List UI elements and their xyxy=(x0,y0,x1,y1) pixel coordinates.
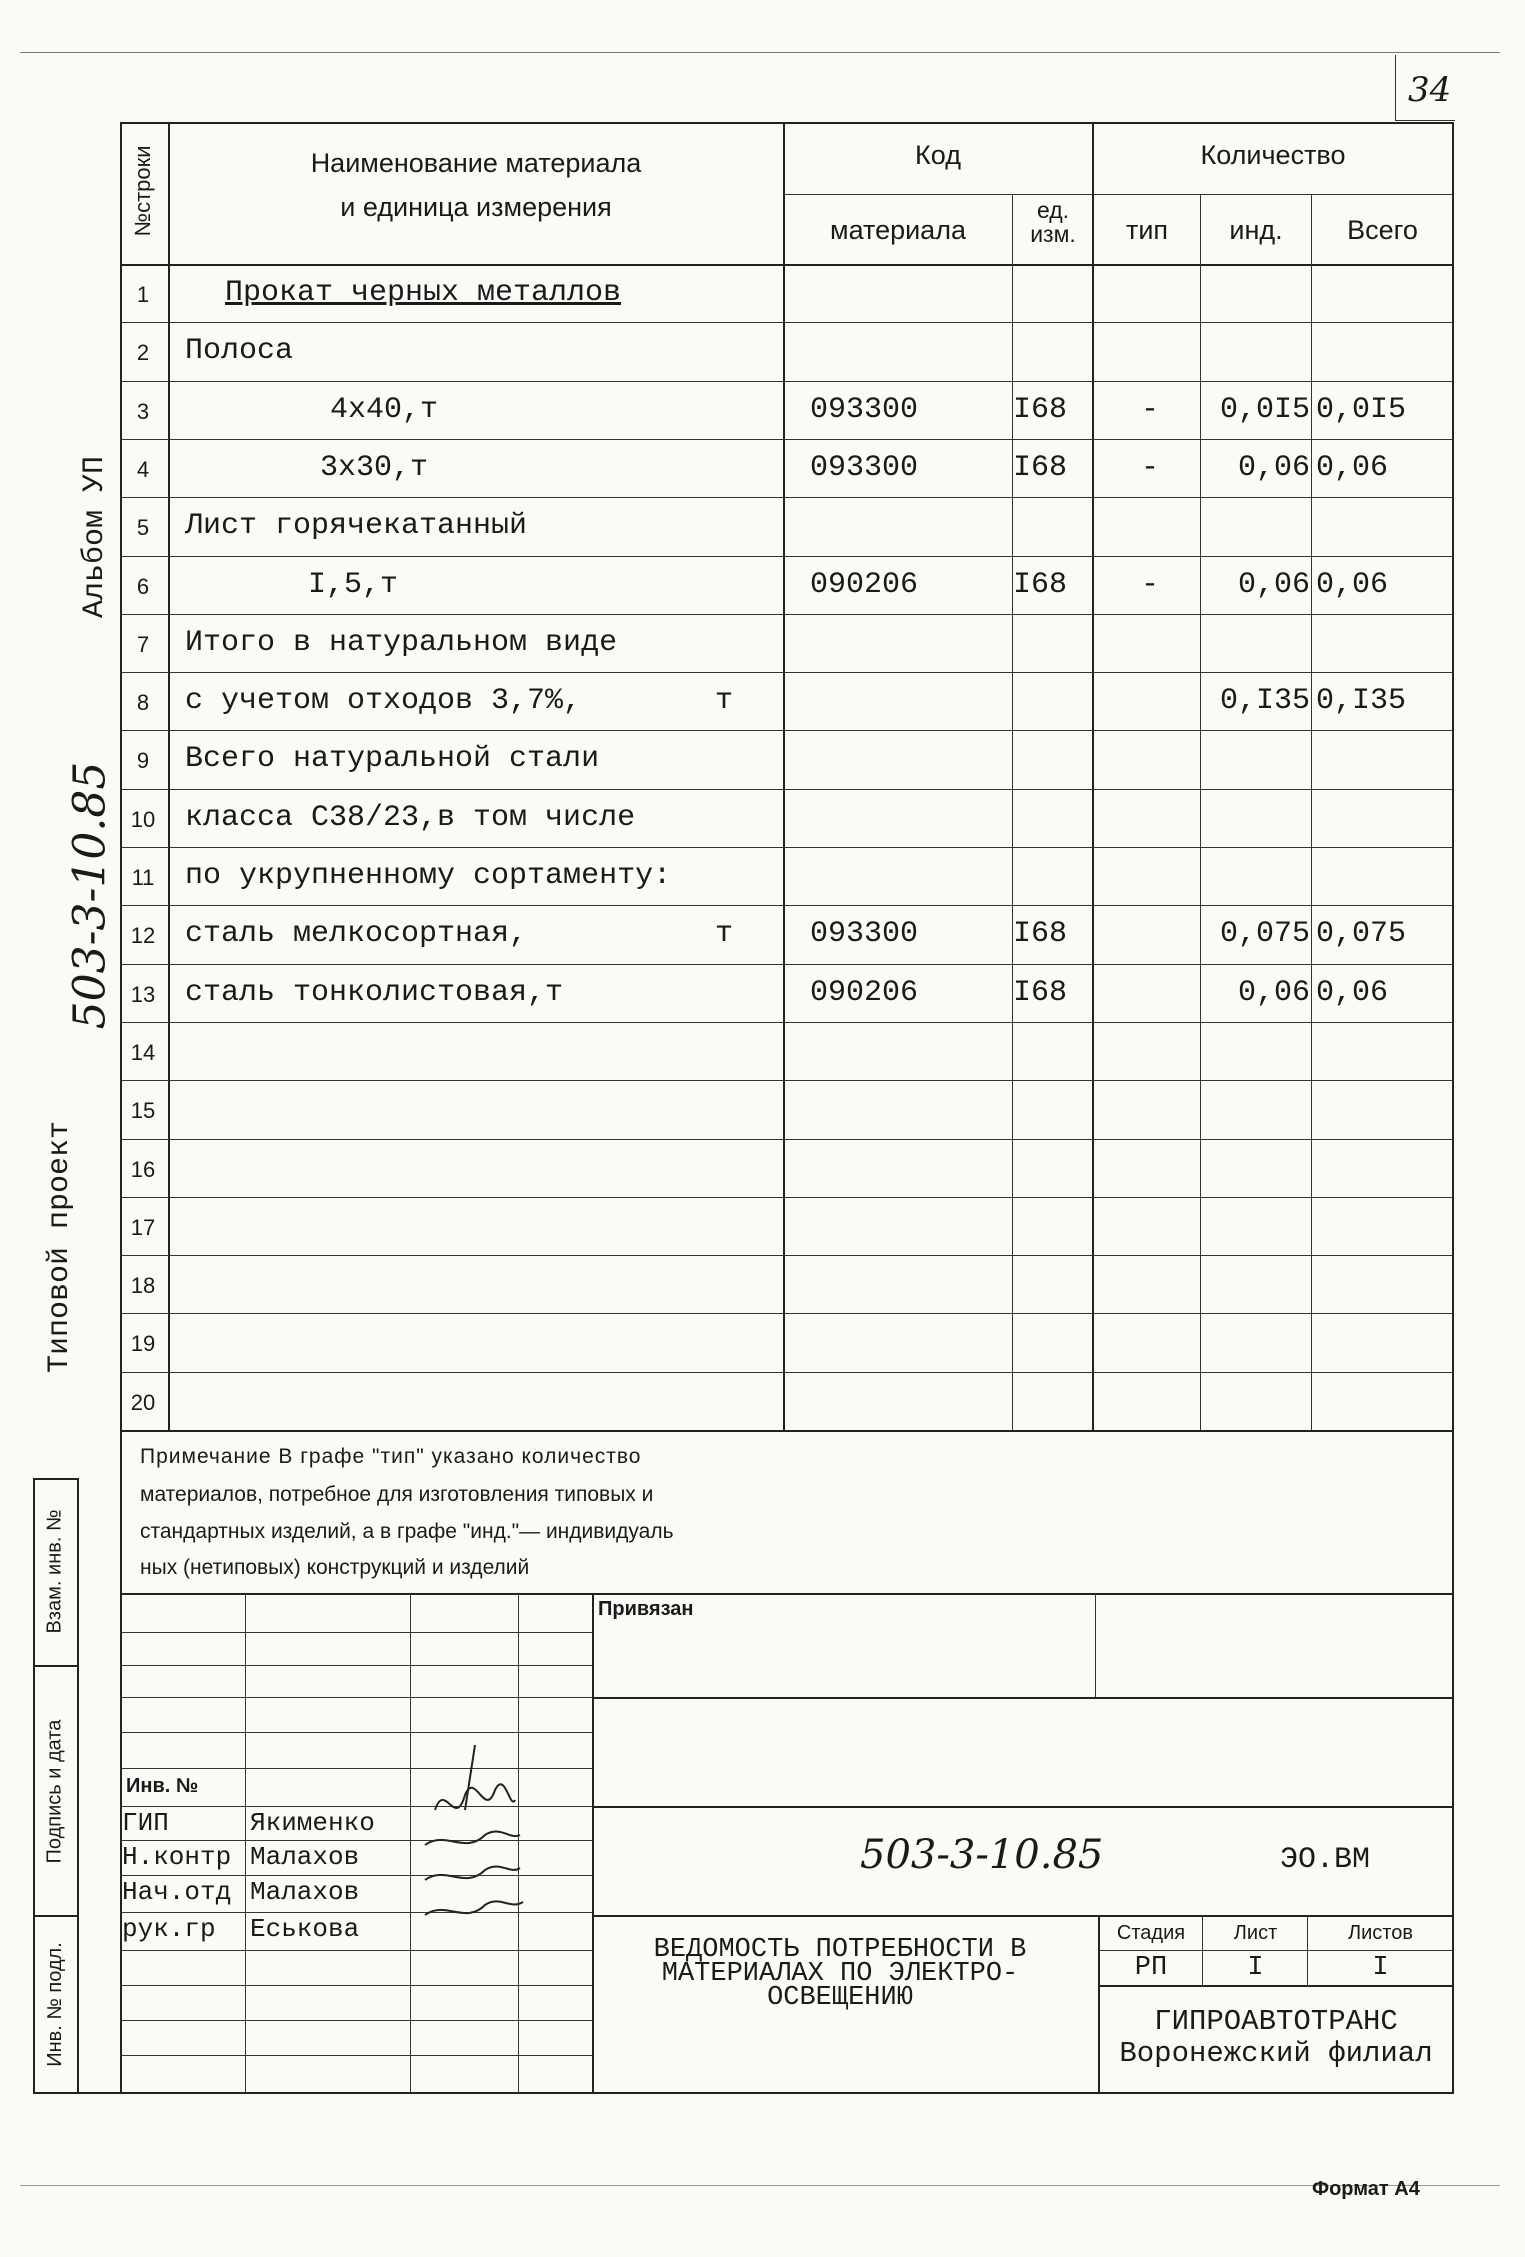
margin-bottom xyxy=(33,2092,79,2094)
row-number: 7 xyxy=(136,631,150,657)
note-line3: стандартных изделий, а в графе "инд."— индивидуаль xyxy=(140,1520,674,1543)
top-border xyxy=(20,52,1500,53)
stamp-row-line xyxy=(120,1732,592,1733)
note-line1: Примечание В графе "тип" указано количество xyxy=(140,1445,642,1468)
stamp-row-line xyxy=(120,1950,592,1951)
note-line2: материалов, потребное для изготовления типовых и xyxy=(140,1483,654,1506)
margin-inv-podl-label: Инв. № подл. xyxy=(44,1942,66,2067)
row-material-code: 090206 xyxy=(810,567,919,602)
row-qty-total: 0,I35 xyxy=(1316,684,1407,719)
frame-right xyxy=(1452,122,1454,2094)
stamp-title-line1: ВЕДОМОСТЬ ПОТРЕБНОСТИ В xyxy=(653,1935,1027,1965)
margin-left-edge xyxy=(33,1478,35,2093)
stamp-stage-value: РП xyxy=(1134,1953,1168,1983)
row-number: 1 xyxy=(136,282,150,307)
row-divider xyxy=(120,789,1453,790)
bottom-border xyxy=(20,2185,1500,2186)
row-unit-code: I68 xyxy=(1013,392,1068,427)
row-material-name: Полоса xyxy=(185,334,294,369)
row-divider xyxy=(120,1313,1453,1314)
stamp-title-mid xyxy=(592,1915,1454,1917)
frame-bottom xyxy=(77,2092,1454,2094)
row-unit-code: I68 xyxy=(1013,450,1068,485)
stamp-person-name: Еськова xyxy=(250,1914,360,1944)
row-divider xyxy=(120,847,1453,848)
row-unit-code: I68 xyxy=(1013,975,1068,1010)
format-label: Формат А4 xyxy=(1312,2178,1420,2200)
row-divider xyxy=(120,614,1453,615)
stamp-privyazan-divider xyxy=(1095,1593,1096,1697)
stamp-org-line2: Воронежский филиал xyxy=(1119,2037,1433,2070)
row-qty-tip: - xyxy=(1140,567,1159,602)
page-number-box-divider xyxy=(1395,55,1396,120)
stamp-sheet-value: I xyxy=(1247,1953,1264,1983)
margin-podpis-label: Подпись и дата xyxy=(43,1719,66,1864)
col-line-name xyxy=(783,122,785,1432)
stamp-row-line xyxy=(120,2020,592,2021)
margin-vzam-label: Взам. инв. № xyxy=(43,1509,66,1634)
row-qty-total: 0,075 xyxy=(1316,917,1407,952)
row-qty-ind: 0,06 xyxy=(1237,450,1310,485)
row-qty-ind: 0,I35 xyxy=(1219,684,1310,719)
row-material-name-unit: т xyxy=(715,684,734,719)
stamp-row-line xyxy=(120,1697,592,1698)
stamp-role: рук.гр xyxy=(122,1914,216,1944)
row-divider xyxy=(120,905,1453,906)
row-number: 18 xyxy=(130,1273,156,1299)
stamp-title-line2: МАТЕРИАЛАХ ПО ЭЛЕКТРО- xyxy=(661,1959,1019,1989)
row-qty-ind: 0,06 xyxy=(1237,567,1310,602)
margin-inner-edge xyxy=(77,1478,79,2093)
row-number: 13 xyxy=(130,981,156,1007)
stamp-person-name: Якименко xyxy=(250,1808,375,1838)
stamp-sheets-value: I xyxy=(1372,1953,1389,1983)
page-number-box-bottom xyxy=(1395,120,1455,121)
header-bottom-line xyxy=(120,264,1454,266)
frame-top xyxy=(120,122,1454,124)
header-code-material: материала xyxy=(830,215,966,245)
signature-scribbles xyxy=(415,1740,525,1930)
row-number: 17 xyxy=(130,1214,156,1240)
stamp-col-role xyxy=(245,1593,246,2093)
row-divider xyxy=(120,1080,1453,1081)
stamp-doc-mark: ЭО.ВМ xyxy=(1280,1843,1371,1877)
stamp-person-name: Малахов xyxy=(250,1877,360,1907)
row-number: 4 xyxy=(136,456,150,482)
stamp-stage-col1 xyxy=(1202,1915,1203,1985)
row-divider xyxy=(120,672,1453,673)
side-typical-project-label: Типовой проект xyxy=(43,1120,77,1374)
row-divider xyxy=(120,556,1453,557)
row-material-code: 093300 xyxy=(810,392,919,427)
header-row-number: №строки xyxy=(130,145,155,237)
row-number: 20 xyxy=(130,1389,156,1415)
row-number: 8 xyxy=(136,690,150,716)
stamp-role: Н.контр xyxy=(122,1842,232,1872)
stamp-top-line xyxy=(120,1593,1454,1595)
header-name-line1: Наименование материала xyxy=(310,148,642,178)
row-divider xyxy=(120,1139,1453,1140)
row-material-name: 3х30,т xyxy=(320,450,429,485)
stamp-stage-header-line xyxy=(1098,1950,1453,1951)
row-material-name: Итого в натуральном виде xyxy=(185,625,618,660)
row-unit-code: I68 xyxy=(1013,567,1068,602)
stamp-privyazan: Привязан xyxy=(598,1598,694,1620)
row-number: 3 xyxy=(136,398,150,424)
header-code-unit: ед. изм. xyxy=(1030,197,1076,247)
row-qty-total: 0,06 xyxy=(1316,567,1389,602)
row-number: 10 xyxy=(130,806,156,832)
stamp-stage-col2 xyxy=(1307,1915,1308,1985)
note-line4: ных (нетиповых) конструкций и изделий xyxy=(140,1556,530,1579)
stamp-privyazan-bottom xyxy=(592,1697,1454,1699)
row-number: 16 xyxy=(130,1156,156,1182)
row-divider xyxy=(120,381,1453,382)
header-name-line2: и единица измерения xyxy=(340,192,612,222)
row-material-code: 090206 xyxy=(810,975,919,1010)
row-material-name: класса С38/23,в том числе xyxy=(185,800,636,835)
stamp-left-block-edge xyxy=(592,1593,594,2093)
header-quantity: Количество xyxy=(1200,140,1346,170)
row-divider xyxy=(120,1022,1453,1023)
row-number: 6 xyxy=(136,573,150,599)
header-qty-total: Всего xyxy=(1347,215,1418,245)
stamp-inv-no: Инв. № xyxy=(126,1775,199,1797)
side-album-label: Альбом УП xyxy=(78,455,112,619)
row-number: 15 xyxy=(130,1098,156,1124)
row-qty-total: 0,0I5 xyxy=(1316,392,1407,427)
stamp-stage-bottom-line xyxy=(1098,1985,1453,1987)
stamp-doc-code: 503-3-10.85 xyxy=(860,1832,1104,1878)
row-material-name: I,5,т xyxy=(308,567,399,602)
row-number: 5 xyxy=(136,515,150,541)
row-qty-ind: 0,075 xyxy=(1219,917,1310,952)
row-qty-tip: - xyxy=(1140,392,1159,427)
row-material-name: по укрупненному сортаменту: xyxy=(185,859,672,893)
row-number: 2 xyxy=(136,340,150,366)
row-material-name: сталь тонколистовая,т xyxy=(185,975,564,1010)
row-divider xyxy=(120,1255,1453,1256)
stamp-sheets-label: Листов xyxy=(1348,1922,1413,1944)
stamp-row-line xyxy=(120,1632,592,1633)
row-divider xyxy=(120,497,1453,498)
stamp-org-line1: ГИПРОАВТОТРАНС xyxy=(1154,2005,1398,2038)
row-material-code: 093300 xyxy=(810,450,919,485)
stamp-row-line xyxy=(120,1665,592,1666)
row-number: 12 xyxy=(130,923,156,949)
row-divider xyxy=(120,439,1453,440)
row-material-name: 4х40,т xyxy=(330,392,439,427)
stamp-role: Нач.отд xyxy=(122,1877,232,1907)
row-qty-total: 0,06 xyxy=(1316,975,1389,1010)
page-number: 34 xyxy=(1408,70,1452,110)
col-line-rowno xyxy=(168,122,170,1432)
header-mid-line xyxy=(783,194,1453,195)
row-divider xyxy=(120,322,1453,323)
row-divider xyxy=(120,1197,1453,1198)
row-qty-ind: 0,0I5 xyxy=(1219,392,1310,427)
row-divider xyxy=(120,1372,1453,1373)
stamp-row-line xyxy=(120,2055,592,2056)
row-qty-tip: - xyxy=(1140,450,1159,485)
row-qty-total: 0,06 xyxy=(1316,450,1389,485)
row-unit-code: I68 xyxy=(1013,917,1068,952)
row-divider xyxy=(120,730,1453,731)
header-qty-ind: инд. xyxy=(1229,215,1283,245)
row-material-code: 093300 xyxy=(810,917,919,952)
row-material-name: Всего натуральной стали xyxy=(185,742,600,777)
stamp-sheet-label: Лист xyxy=(1233,1922,1278,1944)
stamp-col-name xyxy=(410,1593,411,2093)
row-material-name: Лист горячекатанный xyxy=(185,509,528,544)
row-material-name-unit: т xyxy=(715,917,734,952)
row-material-name: сталь мелкосортная, xyxy=(185,917,528,952)
stamp-title-line3: ОСВЕЩЕНИЮ xyxy=(767,1983,913,2013)
row-material-name: Прокат черных металлов xyxy=(225,276,622,310)
header-qty-tip: тип xyxy=(1125,215,1169,245)
stamp-person-name: Малахов xyxy=(250,1842,360,1872)
row-number: 14 xyxy=(130,1039,156,1065)
stamp-role: ГИП xyxy=(122,1808,169,1838)
row-number: 11 xyxy=(131,865,155,890)
table-bottom-line xyxy=(120,1430,1454,1432)
row-number: 9 xyxy=(136,748,150,774)
row-material-name: с учетом отходов 3,7%, xyxy=(185,684,582,719)
row-number: 19 xyxy=(130,1331,156,1357)
side-project-code: 503-3-10.85 xyxy=(64,761,116,1030)
row-divider xyxy=(120,964,1453,965)
header-code: Код xyxy=(915,140,961,170)
stamp-title-top xyxy=(592,1806,1454,1808)
col-line-unit xyxy=(1092,122,1094,1432)
stamp-stage-label: Стадия xyxy=(1116,1922,1186,1944)
stamp-row-line xyxy=(120,1985,592,1986)
row-qty-ind: 0,06 xyxy=(1237,975,1310,1010)
